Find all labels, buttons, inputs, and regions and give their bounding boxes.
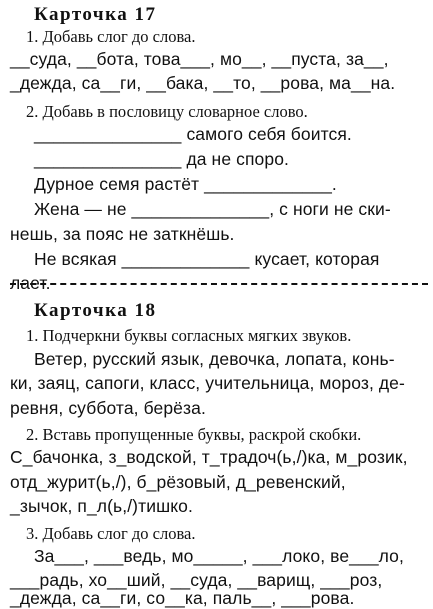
card-18-task-1-line-3: ревня, суббота, берёза. [10,398,206,418]
card-18-task-2-line-2: отд_журит(ь,/), б_рёзовый, д_ревенский, [10,472,346,492]
card-17-task-1-instruction: 1. Добавь слог до слова. [26,27,196,46]
card-18-task-3-line-2: ___радь, хо__ший, __суда, __варищ, ___роз, [10,570,383,590]
card-17-task-2-line-4: Жена — не ______________, с ноги не ски- [34,199,391,219]
card-18-task-3-line-1: За___, ___ведь, мо_____, ___локо, ве___ло, [34,546,404,566]
card-17-task-2-line-3: Дурное семя растёт _____________. [34,174,337,194]
card-17-task-1-line-2: _дежда, са__ги, __бака, __то, __рова, ма__на. [10,73,396,93]
card-18-title: Карточка 18 [34,300,157,321]
card-18-task-2-instruction: 2. Вставь пропущенные буквы, раскрой скобки. [26,425,362,444]
card-18-task-2-line-1: С_бачонка, з_водской, т_традоч(ь,/)ка, м_розик, [10,447,408,467]
card-17-task-2-line-6: Не всякая _____________ кусает, которая [34,249,380,269]
card-18-task-3-line-3: _дежда, са__ги, со__ка, паль__, ___рова. [10,588,355,608]
card-17-task-2-line-5: нешь, за пояс не заткнёшь. [10,224,235,244]
cut-line-divider [10,283,428,285]
card-17-task-2-instruction: 2. Добавь в пословицу словарное слово. [26,102,308,121]
card-18-task-3-instruction: 3. Добавь слог до слова. [26,524,196,543]
card-17-task-1-line-1: __суда, __бота, това___, мо__, __пуста, за__, [10,49,389,69]
card-18-task-1-line-2: ки, заяц, сапоги, класс, учительница, мороз, де- [10,373,405,393]
card-18-task-2-line-3: _зычок, п_л(ь,/)тишко. [10,496,193,516]
card-17-task-2-line-2: _______________ да не споро. [34,149,290,169]
card-18-task-1-instruction: 1. Подчеркни буквы согласных мягких звуков. [26,326,352,345]
card-17-task-2-line-7: лает. [10,273,51,293]
card-17-task-2-line-1: _______________ самого себя боится. [34,124,352,144]
card-18-task-1-line-1: Ветер, русский язык, девочка, лопата, конь- [34,349,395,369]
card-17-title: Карточка 17 [34,4,157,25]
